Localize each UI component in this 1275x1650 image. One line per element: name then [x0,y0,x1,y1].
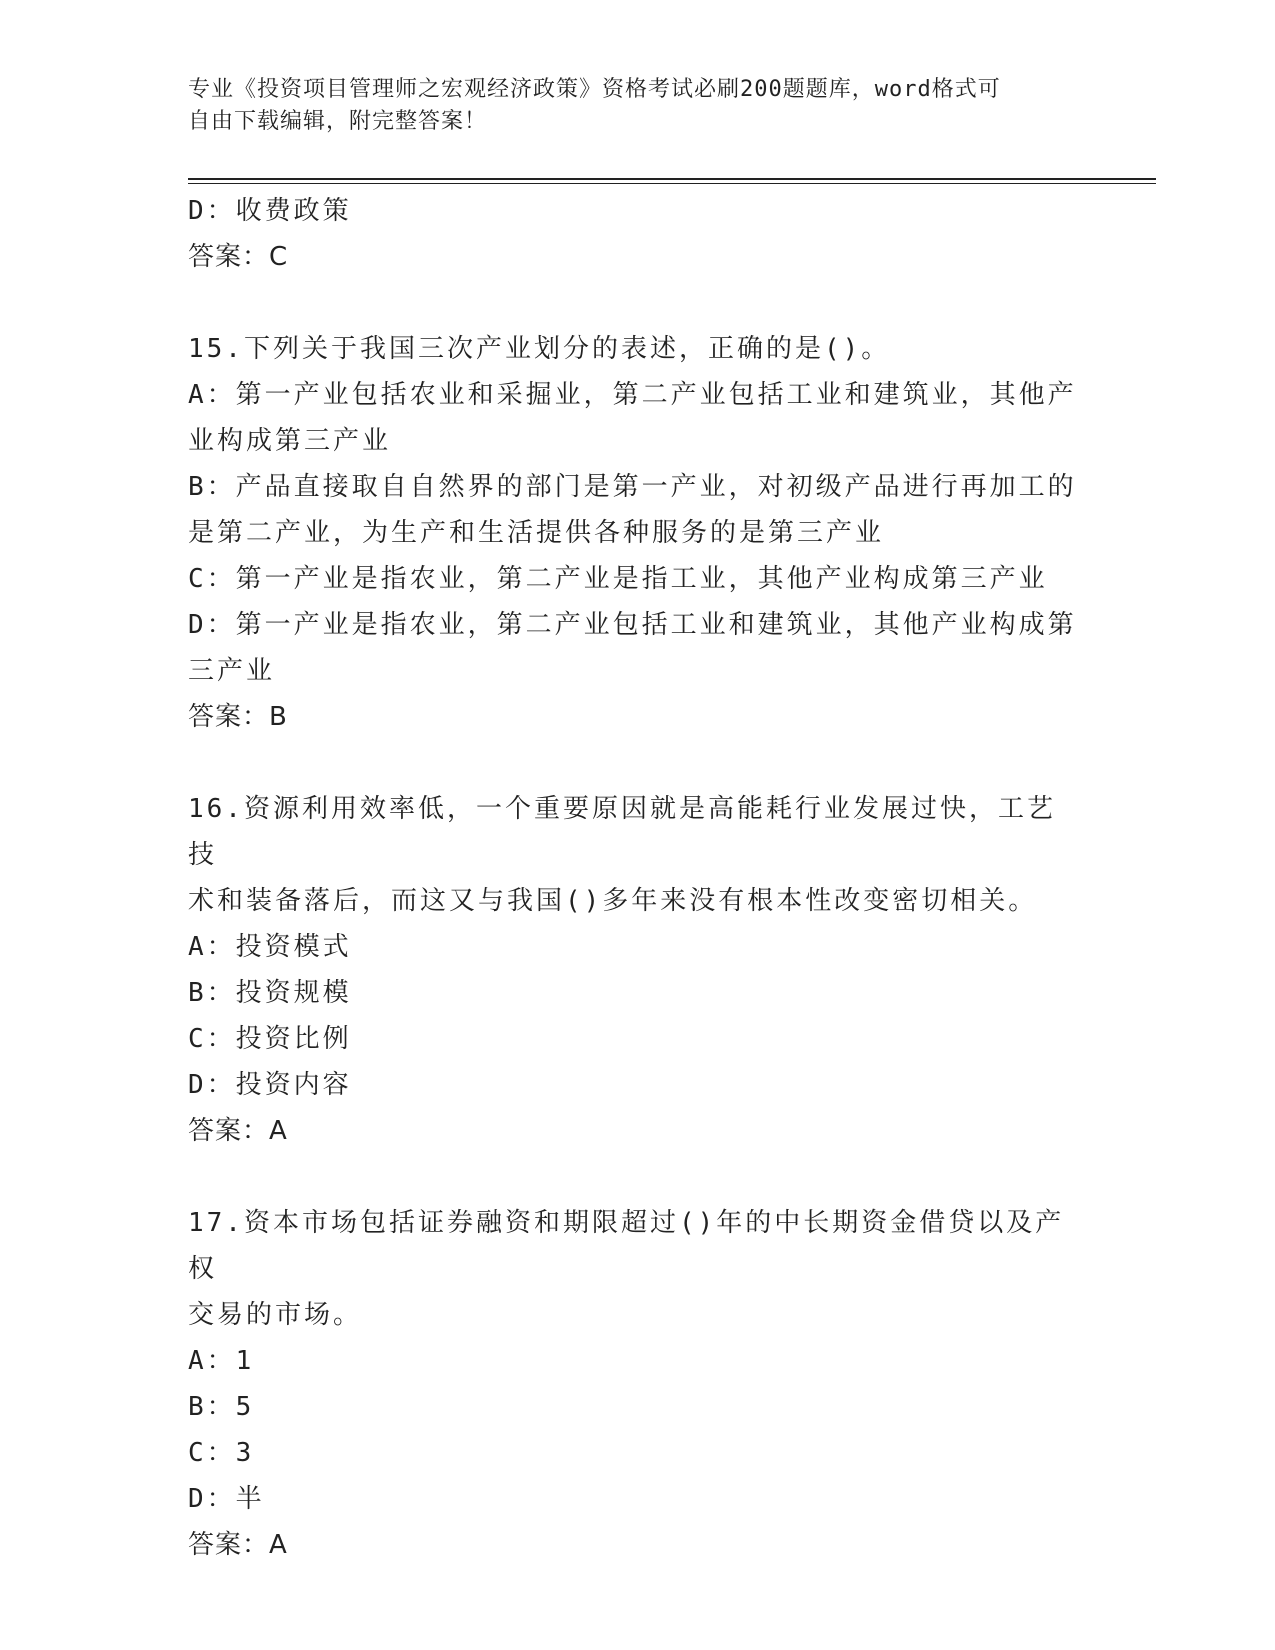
header-rule-thin [188,183,1156,184]
option-b: B：产品直接取自自然界的部门是第一产业，对初级产品进行再加工的 [188,472,1077,502]
option-a: A：1 [188,1346,255,1376]
question-16 [188,786,1078,1154]
question-stem: 17.资本市场包括证券融资和期限超过()年的中长期资金借贷以及产权 [188,1208,1065,1284]
option-d: D：第一产业是指农业，第二产业包括工业和建筑业，其他产业构成第 [188,610,1077,640]
option-c: C：3 [188,1438,255,1468]
option-b-cont: 是第二产业，为生产和生活提供各种服务的是第三产业 [188,518,885,548]
question-stem: 15.下列关于我国三次产业划分的表述，正确的是()。 [188,334,891,364]
document-header [188,74,1088,138]
header-line-2: 自由下载编辑，附完整答案！ [188,109,488,134]
answer: 答案：B [188,702,288,732]
document-body [188,188,1078,1568]
option-a-cont: 业构成第三产业 [188,426,392,456]
header-line-1: 专业《投资项目管理师之宏观经济政策》资格考试必刷200题题库，word格式可 [188,77,1001,102]
question-17 [188,1200,1078,1568]
spacer [188,740,1078,786]
spacer [188,1154,1078,1200]
question-stem: 16.资源利用效率低，一个重要原因就是高能耗行业发展过快，工艺技 [188,794,1056,870]
answer: 答案：C [188,242,289,272]
option-d: D：收费政策 [188,196,352,226]
answer: 答案：A [188,1116,288,1146]
option-c: C：第一产业是指农业，第二产业是指工业，其他产业构成第三产业 [188,564,1048,594]
option-a: A：投资模式 [188,932,352,962]
option-c: C：投资比例 [188,1024,352,1054]
question-stem-cont: 交易的市场。 [188,1300,363,1330]
question-15 [188,326,1078,740]
question-stem-cont: 术和装备落后，而这又与我国()多年来没有根本性改变密切相关。 [188,886,1038,916]
option-a: A：第一产业包括农业和采掘业，第二产业包括工业和建筑业，其他产 [188,380,1077,410]
option-d: D：投资内容 [188,1070,352,1100]
answer: 答案：A [188,1530,288,1560]
spacer [188,280,1078,326]
option-d: D：半 [188,1484,265,1514]
option-b: B：投资规模 [188,978,352,1008]
option-b: B：5 [188,1392,255,1422]
header-rule-thick [188,178,1156,180]
option-d-cont: 三产业 [188,656,276,686]
